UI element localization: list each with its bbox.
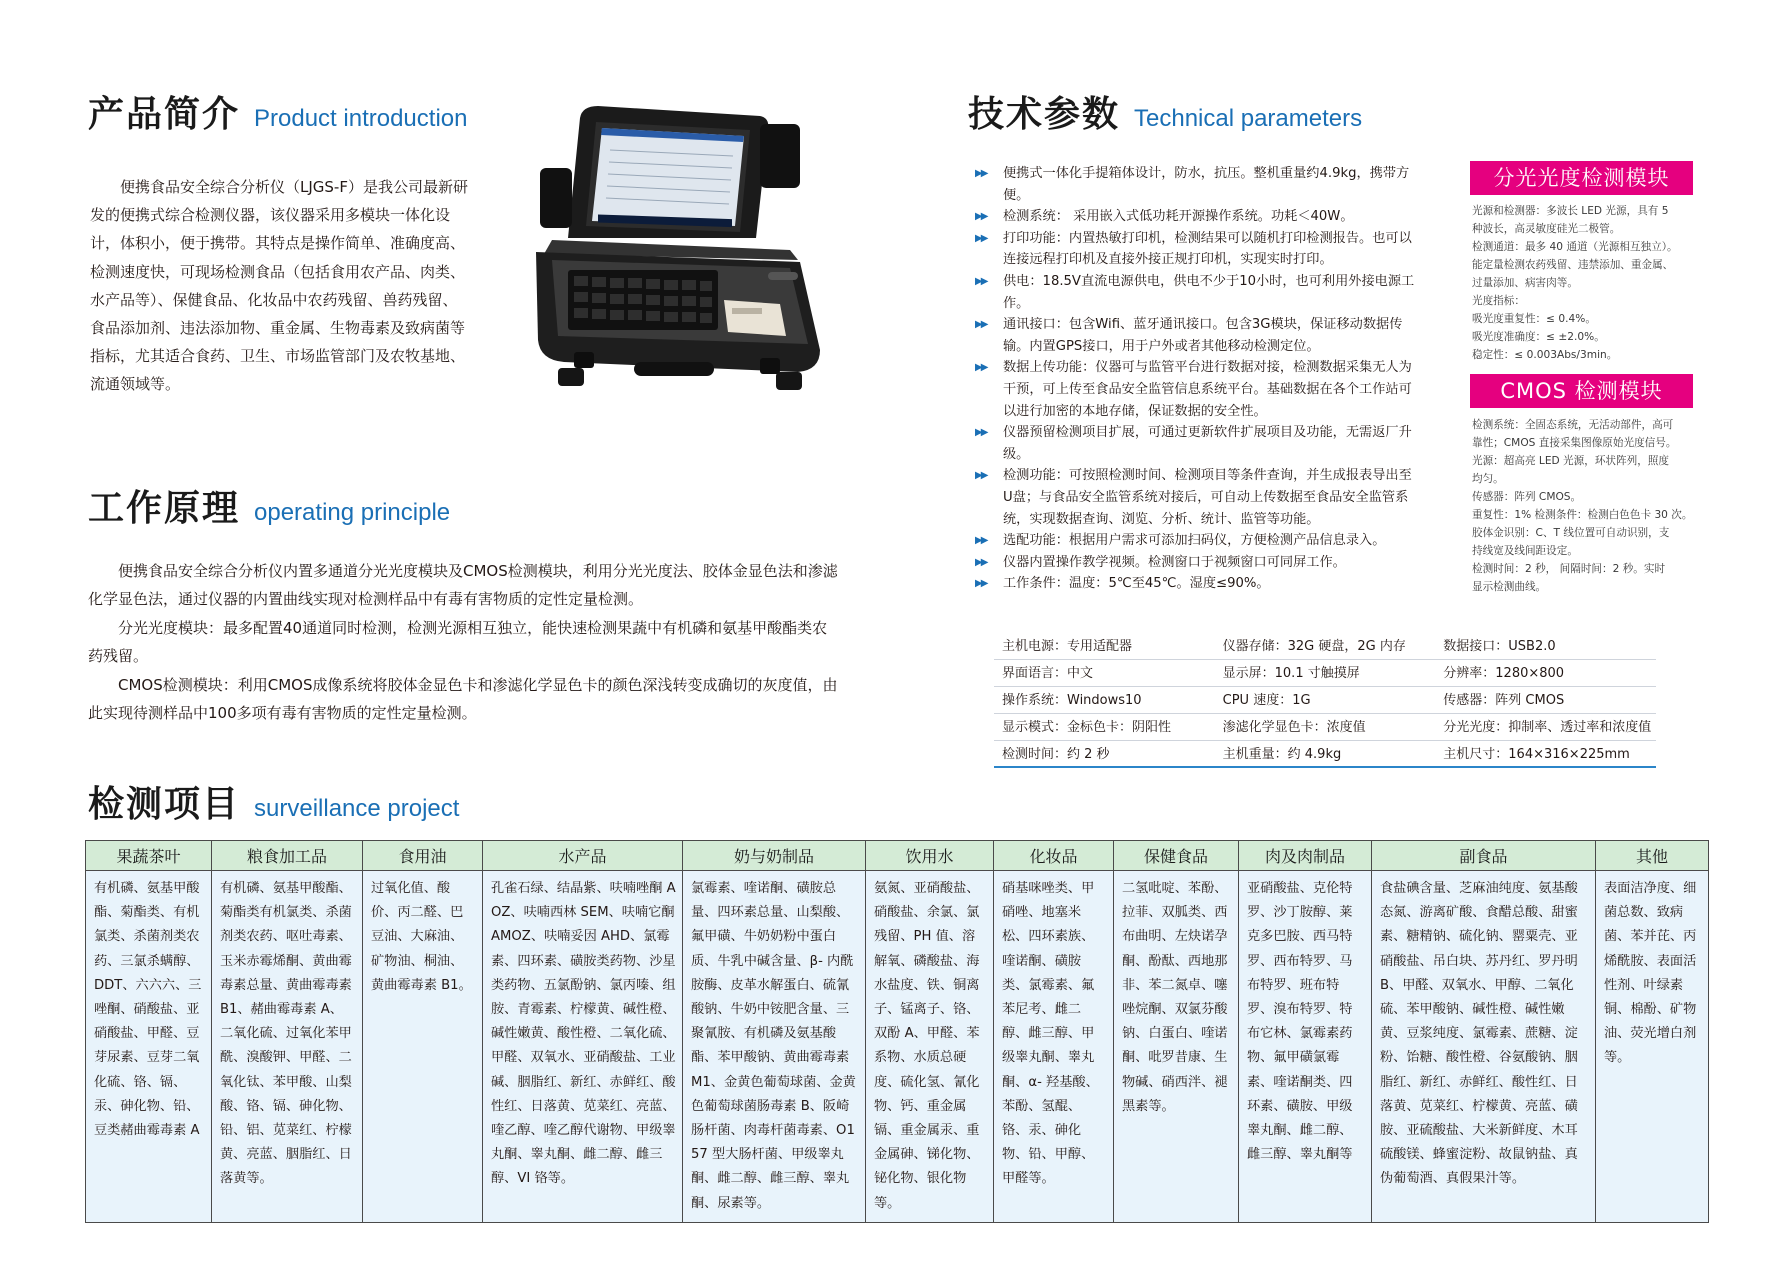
intro-text xyxy=(90,173,468,399)
table-cell: 食盐碘含量、芝麻油纯度、氨基酸态氮、游离矿酸、食醋总酸、甜蜜素、糖精钠、硫化钠、罂粟壳、亚硝酸盐、吊白块、苏丹红、罗丹明 B、甲醛、双氧水、甲醇、二氧化硫、苯甲酸钠、碱性橙、碱性嫩黄、豆浆纯度、氯霉素、蔗糖、淀粉、饴糖、酸性橙、谷氨酸钠、胭脂红、新红、赤鲜红、酸性红、日落黄、苋菜红、柠檬黄、亮蓝、磺胺、亚硫酸盐、大米新鲜度、木耳硫酸镁、蜂蜜淀粉、故鼠钠盐、真伪葡萄酒、真假果汁等。 xyxy=(1372,871,1596,1223)
spectro-line: 种波长，高灵敏度硅光二极管。 xyxy=(1472,223,1621,235)
tech-title-en: Technical parameters xyxy=(1134,105,1363,132)
principle-paragraph-2: 分光光度模块：最多配置40通道同时检测，检测光源相互独立，能快速检测果蔬中有机磷和氨基甲酸酯类农药残留。 xyxy=(88,618,828,666)
double-arrow-icon: ▶▶ xyxy=(975,470,987,482)
tech-item xyxy=(975,465,1415,530)
spec-cell: 传感器：阵列 CMOS xyxy=(1443,693,1565,708)
tech-item xyxy=(975,573,1415,595)
column-header: 肉及肉制品 xyxy=(1239,841,1372,871)
spectro-line: 光源和检测器：多波长 LED 光源，具有 5 xyxy=(1472,205,1669,217)
table-cell: 有机磷、氨基甲酸酯、菊酯类、有机氯类、杀菌剂类农药、三氯杀螨醇、DDT、六六六、三唑酮、硝酸盐、亚硝酸盐、甲醛、豆芽尿素、豆芽二氧化硫、铬、镉、汞、砷化物、铅、豆类赭曲霉毒素 A xyxy=(86,871,212,1223)
spectro-module-body xyxy=(1472,202,1700,364)
tech-item-text: 便携式一体化手提箱体设计，防水，抗压。整机重量约4.9kg，携带方便。 xyxy=(1003,166,1410,203)
tech-param-list xyxy=(975,163,1415,595)
intro-title-en: Product introduction xyxy=(254,105,468,132)
spectro-line: 稳定性：≤ 0.003Abs/3min。 xyxy=(1472,349,1618,361)
tech-item-text: 检测功能：可按照检测时间、检测项目等条件查询，并生成报表导出至U盘；与食品安全监管系统对接后，可自动上传数据至食品安全监管系统，实现数据查询、浏览、分析、统计、监管等功能。 xyxy=(1003,468,1412,527)
cmos-line: 持线宽及线间距设定。 xyxy=(1472,545,1578,557)
tech-item xyxy=(975,530,1415,552)
cmos-line: 传感器：阵列 CMOS。 xyxy=(1472,491,1582,503)
tech-item xyxy=(975,552,1415,574)
principle-title xyxy=(88,480,450,531)
double-arrow-icon: ▶▶ xyxy=(975,232,987,244)
spec-cell: 分光光度：抑制率、透过率和浓度值 xyxy=(1443,720,1652,735)
spec-cell: 数据接口：USB2.0 xyxy=(1443,639,1556,654)
table-cell: 孔雀石绿、结晶紫、呋喃唑酮 AOZ、呋喃西林 SEM、呋喃它酮 AMOZ、呋喃妥因 AHD、氯霉素、四环素、磺胺类药物、沙星类药物、五氯酚钠、氯丙嗪、组胺、青霉素、柠檬黄、碱性橙、碱性嫩黄、酸性橙、二氧化硫、甲醛、双氧水、亚硝酸盐、工业碱、胭脂红、新红、赤鲜红、酸性红、日落黄、苋菜红、亮蓝、喹乙醇、喹乙醇代谢物、甲级睾丸酮、睾丸酮、雌二醇、雌三醇、VI 铬等。 xyxy=(483,871,683,1223)
column-header: 水产品 xyxy=(483,841,683,871)
table-cell: 二氢吡啶、苯酚、拉菲、双胍类、西布曲明、左炔诺孕酮、酚酞、西地那非、苯二氮卓、噻唑烷酮、双氯芬酸钠、白蛋白、喹诺酮、吡罗昔康、生物碱、硝西泮、褪黑素等。 xyxy=(1114,871,1239,1223)
cmos-line: 检测系统：全固态系统，无活动部件，高可 xyxy=(1472,419,1674,431)
column-header: 化妆品 xyxy=(994,841,1114,871)
spec-row xyxy=(994,741,1656,768)
double-arrow-icon: ▶▶ xyxy=(975,211,987,223)
spectro-line: 能定量检测农药残留、违禁添加、重金属、 xyxy=(1472,259,1674,271)
tech-item xyxy=(975,314,1415,357)
double-arrow-icon: ▶▶ xyxy=(975,427,987,439)
table-header-row xyxy=(86,841,1709,871)
device-illustration xyxy=(528,100,828,398)
principle-title-cn: 工作原理 xyxy=(88,488,241,529)
column-header: 粮食加工品 xyxy=(212,841,363,871)
principle-paragraph-3: CMOS检测模块：利用CMOS成像系统将胶体金显色卡和渗滤化学显色卡的颜色深浅转变成确切的灰度值，由此实现待测样品中100多项有毒有害物质的定性定量检测。 xyxy=(88,675,838,723)
principle-paragraph-1: 便携食品安全综合分析仪内置多通道分光光度模块及CMOS检测模块，利用分光光度法、胶体金显色法和渗滤化学显色法，通过仪器的内置曲线实现对检测样品中有毒有害物质的定性定量检测。 xyxy=(88,562,838,609)
spectro-line: 过量添加、病害肉等。 xyxy=(1472,277,1578,289)
spectro-line: 吸光度准确度：≤ ±2.0%。 xyxy=(1472,331,1605,343)
double-arrow-icon: ▶▶ xyxy=(975,556,987,568)
spectro-line: 检测通道：最多 40 通道（光源相互独立）。 xyxy=(1472,241,1678,253)
spec-cell: 仪器存储：32G 硬盘，2G 内存 xyxy=(1222,639,1406,654)
double-arrow-icon: ▶▶ xyxy=(975,578,987,590)
tech-item-text: 通讯接口：包含Wifi、蓝牙通讯接口。包含3G模块，保证移动数据传输。内置GPS接口，用于户外或者其他移动检测定位。 xyxy=(1003,317,1403,354)
tech-item-text: 检测系统： 采用嵌入式低功耗开源操作系统。功耗＜40W。 xyxy=(1003,209,1354,225)
spectro-module-title: 分光光度检测模块 xyxy=(1470,161,1693,195)
intro-paragraph: 便携食品安全综合分析仪（LJGS-F）是我公司最新研发的便携式综合检测仪器，该仪器采用多模块一体化设计，体积小，便于携带。其特点是操作简单、准确度高、检测速度快，可现场检测食品（包括食用农产品、肉类、水产品等）、保健食品、化妆品中农药残留、兽药残留、食品添加剂、违法添加物、重金属、生物毒素及致病菌等指标，尤其适合食药、卫生、市场监管部门及农牧基地、流通领域等。 xyxy=(90,178,468,394)
table-cell: 氨氮、亚硝酸盐、硝酸盐、余氯、氯残留、PH 值、溶解氧、磷酸盐、海水盐度、铁、铜离子、锰离子、铬、双酚 A、甲醛、苯系物、水质总硬度、硫化氢、氰化物、钙、重金属镉、重金属汞、重金属砷、锑化物、铋化物、银化物等。 xyxy=(866,871,994,1223)
double-arrow-icon: ▶▶ xyxy=(975,319,987,331)
spec-cell: 显示模式：金标色卡：阴阳性 xyxy=(1002,720,1172,735)
column-header: 副食品 xyxy=(1372,841,1596,871)
table-row xyxy=(86,871,1709,1223)
intro-title-cn: 产品简介 xyxy=(88,94,241,135)
tech-title-cn: 技术参数 xyxy=(968,94,1121,135)
cmos-line: 光源：超高亮 LED 光源，环状阵列，照度 xyxy=(1472,455,1669,467)
tech-item xyxy=(975,271,1415,314)
tech-item xyxy=(975,228,1415,271)
tech-item-text: 打印功能：内置热敏打印机，检测结果可以随机打印检测报告。也可以连接远程打印机及直接外接正规打印机，实现实时打印。 xyxy=(1003,230,1412,268)
tech-item xyxy=(975,163,1415,206)
column-header: 奶与奶制品 xyxy=(683,841,866,871)
cmos-module-body xyxy=(1472,416,1700,596)
spec-cell: 分辨率：1280×800 xyxy=(1443,666,1565,681)
tech-item-text: 选配功能：根据用户需求可添加扫码仪，方便检测产品信息录入。 xyxy=(1003,533,1386,549)
intro-title xyxy=(88,86,467,137)
tech-item-text: 数据上传功能：仪器可与监管平台进行数据对接，检测数据采集无人为干预，可上传至食品安全监管信息系统平台。基础数据在各个工作站可以进行加密的本地存储，保证数据的安全性。 xyxy=(1003,360,1412,419)
spec-row xyxy=(994,660,1656,687)
tech-item-text: 仪器内置操作教学视频。检测窗口于视频窗口可同屏工作。 xyxy=(1003,554,1346,570)
tech-item xyxy=(975,206,1415,228)
column-header: 饮用水 xyxy=(866,841,994,871)
tech-item-text: 工作条件：温度：5℃至45℃。湿度≤90%。 xyxy=(1003,576,1270,592)
spec-cell: 显示屏：10.1 寸触摸屏 xyxy=(1222,666,1360,681)
column-header: 保健食品 xyxy=(1114,841,1239,871)
spec-row xyxy=(994,714,1656,741)
double-arrow-icon: ▶▶ xyxy=(975,168,987,179)
column-header: 其他 xyxy=(1596,841,1709,871)
table-cell: 亚硝酸盐、克伦特罗、沙丁胺醇、莱克多巴胺、西马特罗、西布特罗、马布特罗、班布特罗、溴布特罗、特布它林、氯霉素药物、氟甲磺氯霉素、喹诺酮类、四环素、磺胺、甲级睾丸酮、雌二醇、雌三醇、睾丸酮等 xyxy=(1239,871,1372,1223)
principle-title-en: operating principle xyxy=(254,499,451,526)
cmos-line: 均匀。 xyxy=(1472,473,1504,485)
table-cell: 过氧化值、酸价、丙二醛、巴豆油、大麻油、矿物油、桐油、黄曲霉毒素 B1。 xyxy=(363,871,483,1223)
tech-item xyxy=(975,357,1415,422)
cmos-line: 检测时间：2 秒， 间隔时间：2 秒。实时 xyxy=(1472,563,1666,575)
survey-title xyxy=(88,776,459,827)
table-cell: 氯霉素、喹诺酮、磺胺总量、四环素总量、山梨酸、氟甲磺、牛奶奶粉中蛋白质、牛乳中碱含量、β- 内酰胺酶、皮革水解蛋白、硫氰酸钠、牛奶中铵肥含量、三聚氰胺、有机磷及氨基酸酯、苯甲酸钠、黄曲霉毒素 M1、金黄色葡萄球菌、金黄色葡萄球菌肠毒素 B、阪崎肠杆菌、肉毒杆菌毒素、O157 型大肠杆菌、甲级睾丸酮、雌二醇、雌三醇、睾丸酮、尿素等。 xyxy=(683,871,866,1223)
spec-cell: 渗滤化学显色卡：浓度值 xyxy=(1222,720,1366,735)
spec-row xyxy=(994,633,1656,660)
survey-title-cn: 检测项目 xyxy=(88,784,241,825)
spec-cell: 主机重量：约 4.9kg xyxy=(1222,747,1342,762)
spec-table xyxy=(994,633,1656,768)
tech-item-text: 仪器预留检测项目扩展，可通过更新软件扩展项目及功能，无需返厂升级。 xyxy=(1003,425,1412,462)
column-header: 食用油 xyxy=(363,841,483,871)
cmos-line: 重复性：1% 检测条件：检测白色色卡 30 次。 xyxy=(1472,509,1693,521)
cmos-module-title: CMOS 检测模块 xyxy=(1470,374,1693,408)
column-header: 果蔬茶叶 xyxy=(86,841,212,871)
double-arrow-icon: ▶▶ xyxy=(975,535,987,547)
tech-item xyxy=(975,422,1415,465)
spectro-line: 吸光度重复性：≤ 0.4%。 xyxy=(1472,313,1596,325)
tech-item-text: 供电：18.5V直流电源供电，供电不少于10小时，也可利用外接电源工作。 xyxy=(1003,273,1415,311)
spec-cell: 操作系统：Windows10 xyxy=(1002,693,1142,708)
cmos-line: 胶体金识别：C、T 线位置可自动识别，支 xyxy=(1472,527,1670,539)
spec-cell: 主机尺寸：164×316×225mm xyxy=(1443,747,1630,762)
double-arrow-icon: ▶▶ xyxy=(975,362,987,374)
spec-row xyxy=(994,687,1656,714)
cmos-line: 显示检测曲线。 xyxy=(1472,581,1547,593)
tech-title xyxy=(968,86,1362,137)
spec-cell: 界面语言：中文 xyxy=(1002,666,1094,681)
spec-cell: 检测时间：约 2 秒 xyxy=(1002,747,1110,762)
table-cell: 表面洁净度、细菌总数、致病菌、苯并芘、丙烯酰胺、表面活性剂、叶绿素铜、棉酚、矿物油、荧光增白剂等。 xyxy=(1596,871,1709,1223)
surveillance-table xyxy=(85,840,1709,1223)
table-cell: 有机磷、氨基甲酸酯、菊酯类有机氯类、杀菌剂类农药、呕吐毒素、玉米赤霉烯酮、黄曲霉毒素总量、黄曲霉毒素B1、赭曲霉毒素 A、二氧化硫、过氧化苯甲酰、溴酸钾、甲醛、二氧化钛、苯甲酸、山梨酸、铬、镉、砷化物、铅、铝、苋菜红、柠檬黄、亮蓝、胭脂红、日落黄等。 xyxy=(212,871,363,1223)
cmos-line: 靠性；CMOS 直接采集图像原始光度信号。 xyxy=(1472,437,1677,449)
spectro-line: 光度指标： xyxy=(1472,295,1525,307)
spec-cell: 主机电源：专用适配器 xyxy=(1002,639,1133,654)
survey-title-en: surveillance project xyxy=(254,795,460,822)
principle-text xyxy=(88,557,840,727)
double-arrow-icon: ▶▶ xyxy=(975,275,987,287)
table-cell: 硝基咪唑类、甲硝唑、地塞米松、四环素族、喹诺酮、磺胺类、氯霉素、氟苯尼考、雌二醇、雌三醇、甲级睾丸酮、睾丸酮、α- 羟基酸、苯酚、氢醌、铬、汞、砷化物、铅、甲醇、甲醛等。 xyxy=(994,871,1114,1223)
spec-cell: CPU 速度：1G xyxy=(1222,693,1311,708)
